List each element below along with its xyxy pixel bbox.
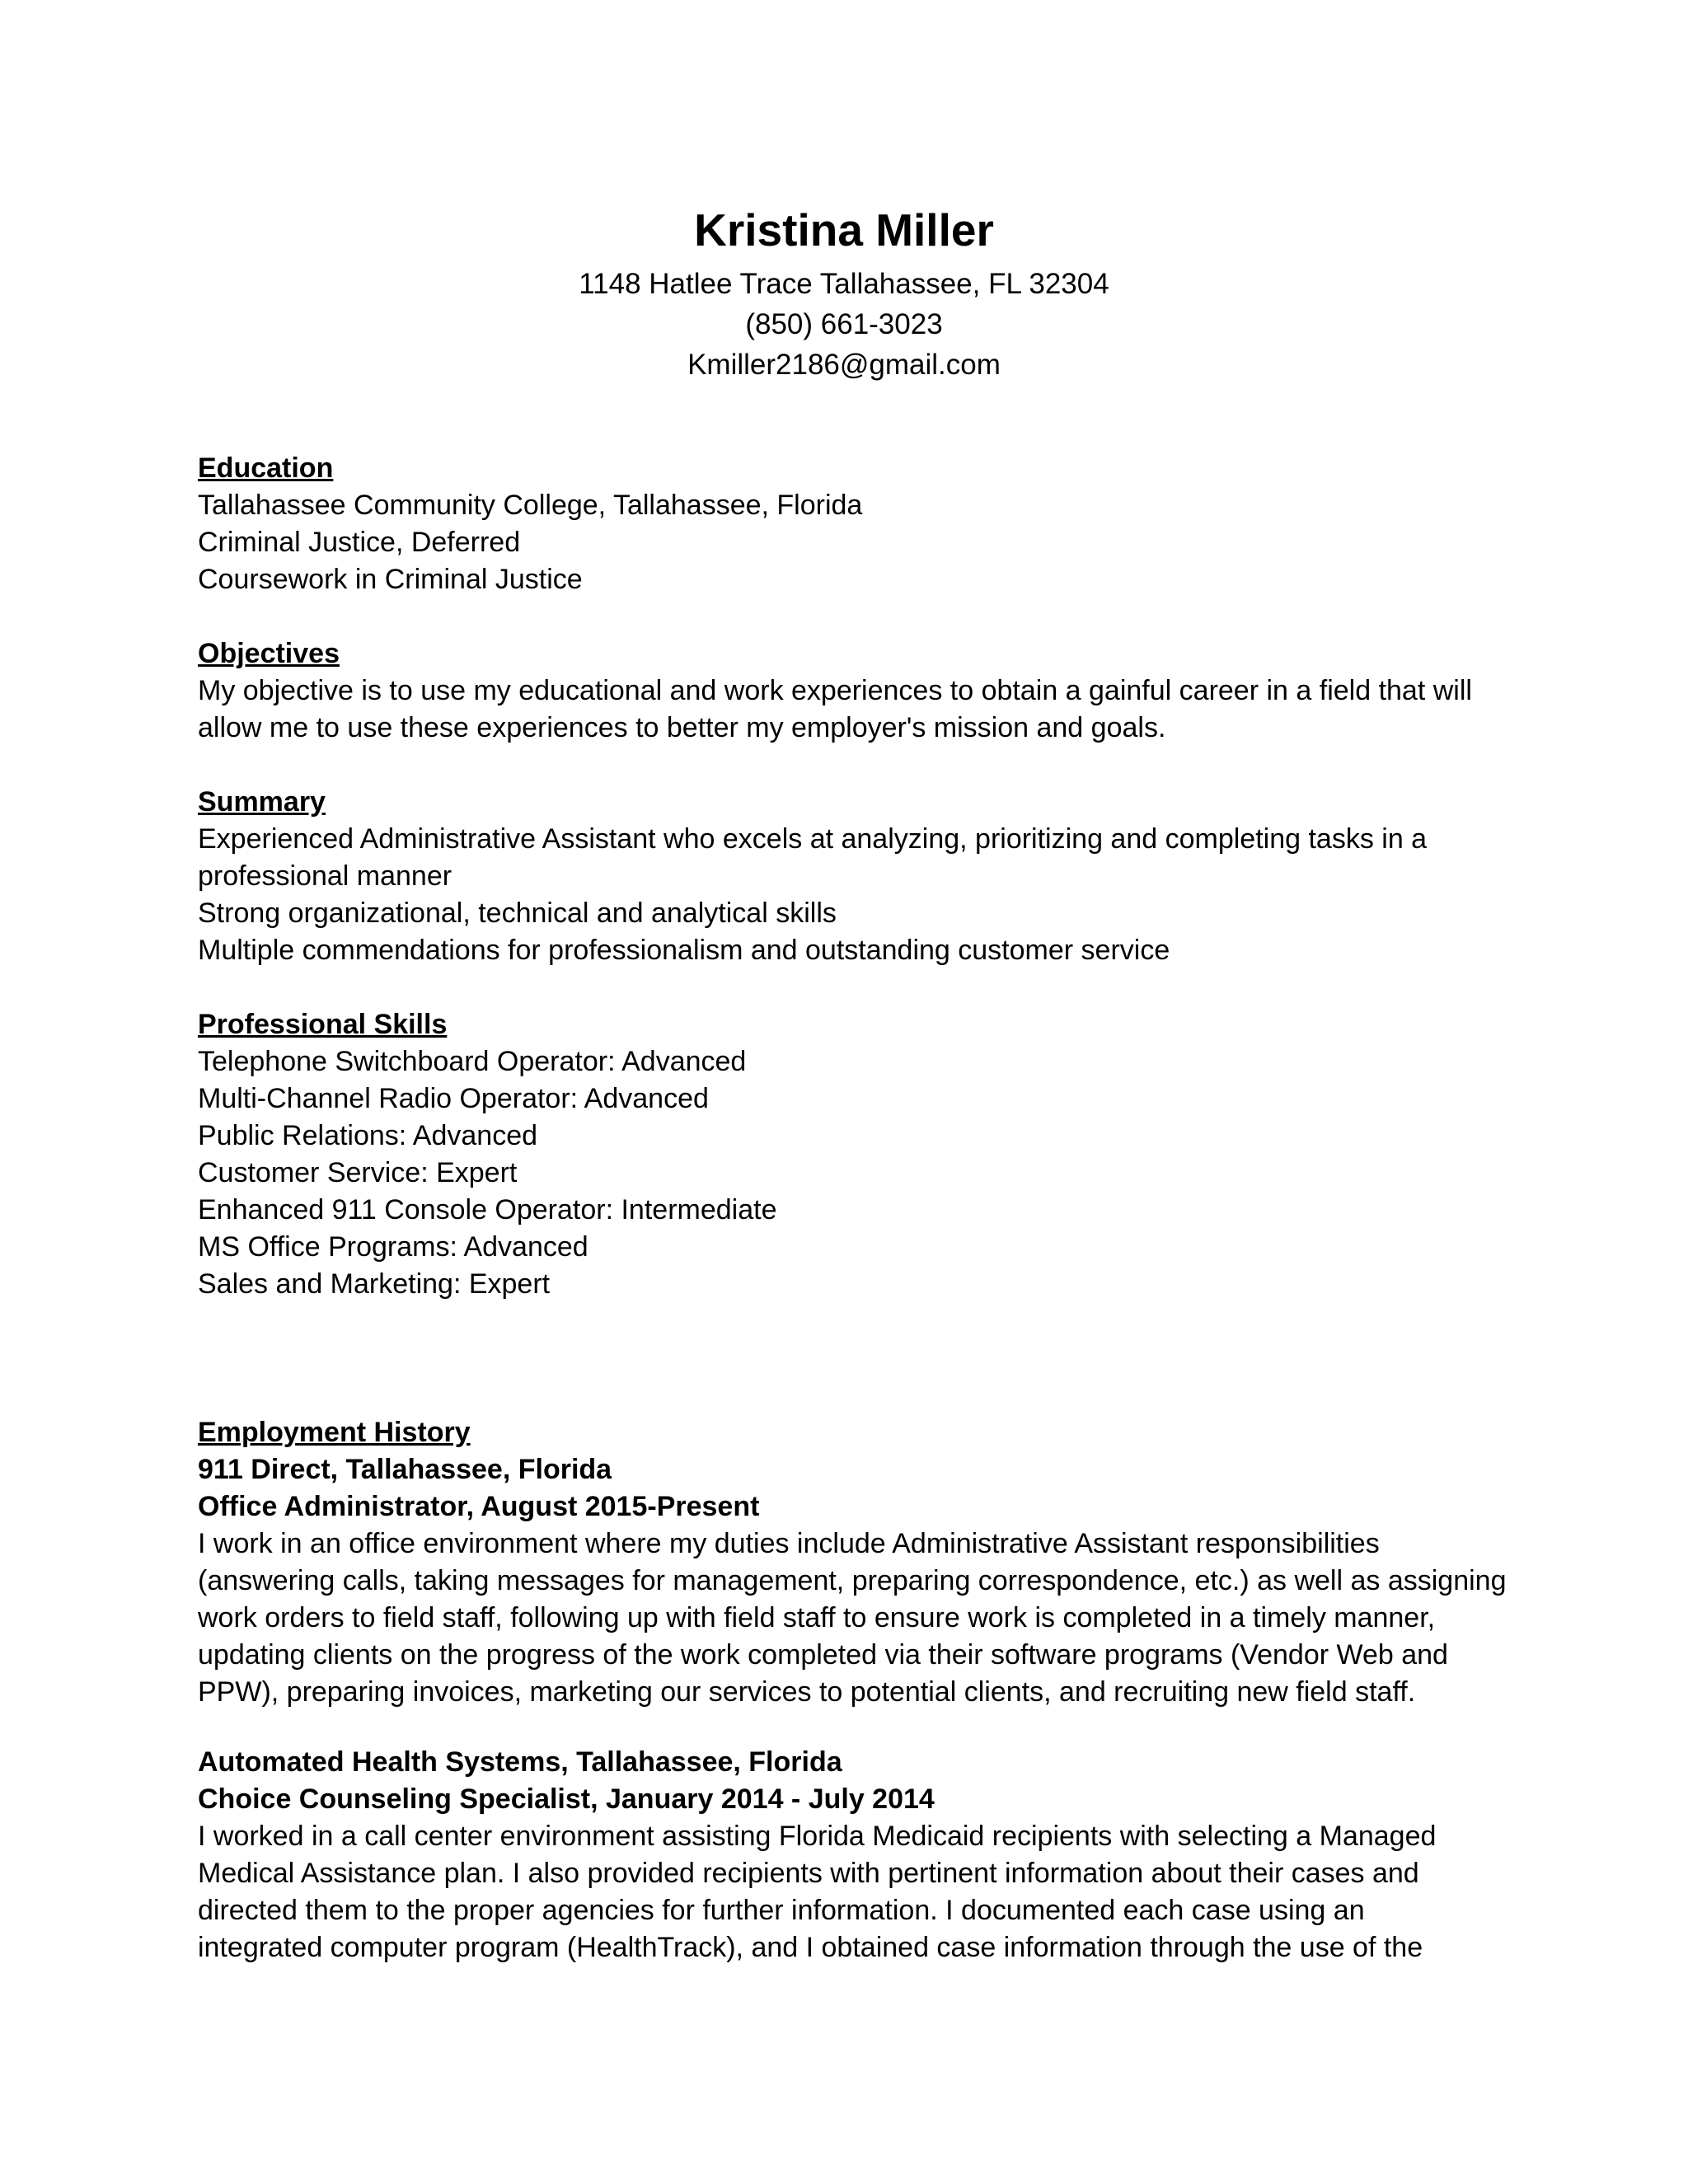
- objectives-line: My objective is to use my educational and work experiences to obtain a gainful career in a field that will: [198, 675, 1472, 706]
- resume-body: [198, 450, 1507, 2004]
- job-entry: [198, 1451, 1507, 1711]
- job-description-line: PPW), preparing invoices, marketing our services to potential clients, and recruiting new field staff.: [198, 1676, 1416, 1708]
- summary-line: Strong organizational, technical and analytical skills: [198, 898, 837, 929]
- email-address: Kmiller2186@gmail.com: [687, 349, 1001, 381]
- candidate-name: Kristina Miller: [694, 204, 994, 255]
- job-description-line: work orders to field staff, following up with field staff to ensure work is completed in a timely manner,: [198, 1602, 1436, 1633]
- section-spacer: [198, 1340, 1500, 1414]
- job-description-line: integrated computer program (HealthTrack), and I obtained case information through the use of the: [198, 1932, 1423, 1963]
- phone-number: (850) 661-3023: [745, 308, 943, 340]
- job-description-line: I work in an office environment where my duties include Administrative Assistant responsibilities: [198, 1528, 1380, 1559]
- skill-item: Enhanced 911 Console Operator: Intermediate: [198, 1194, 777, 1226]
- resume-header: [0, 196, 1688, 385]
- skill-item: Sales and Marketing: Expert: [198, 1268, 551, 1300]
- employment-section: [198, 1414, 1507, 1966]
- section-heading-objectives: Objectives: [198, 638, 340, 669]
- summary-line: professional manner: [198, 860, 452, 892]
- skill-item: MS Office Programs: Advanced: [198, 1231, 588, 1263]
- job-title: Choice Counseling Specialist, January 2014 - July 2014: [198, 1783, 935, 1815]
- section-heading-education: Education: [198, 452, 334, 484]
- job-title: Office Administrator, August 2015-Present: [198, 1491, 760, 1522]
- section-heading-skills: Professional Skills: [198, 1009, 448, 1040]
- job-description-line: updating clients on the progress of the work completed via their software programs (Vendor Web and: [198, 1639, 1448, 1671]
- job-description-line: I worked in a call center environment assisting Florida Medicaid recipients with selecting a Managed: [198, 1821, 1437, 1852]
- section-heading-employment: Employment History: [198, 1417, 471, 1448]
- summary-line: Experienced Administrative Assistant who excels at analyzing, prioritizing and completing tasks in a: [198, 823, 1428, 855]
- job-description-line: directed them to the proper agencies for further information. I documented each case using an: [198, 1895, 1365, 1926]
- objectives-line: allow me to use these experiences to better my employer's mission and goals.: [198, 712, 1166, 743]
- job-company: Automated Health Systems, Tallahassee, Florida: [198, 1746, 842, 1778]
- education-line: Tallahassee Community College, Tallahassee, Florida: [198, 490, 863, 521]
- education-section: [198, 450, 1500, 598]
- job-entry: [198, 1744, 1500, 1966]
- job-company: 911 Direct, Tallahassee, Florida: [198, 1454, 612, 1485]
- address: 1148 Hatlee Trace Tallahassee, FL 32304: [579, 268, 1109, 300]
- education-line: Criminal Justice, Deferred: [198, 527, 521, 558]
- education-line: Coursework in Criminal Justice: [198, 564, 583, 595]
- skills-section: [198, 1006, 1500, 1303]
- job-description-line: Medical Assistance plan. I also provided recipients with pertinent information about their cases and: [198, 1858, 1419, 1889]
- skill-item: Multi-Channel Radio Operator: Advanced: [198, 1083, 709, 1114]
- summary-section: [198, 784, 1500, 969]
- skill-item: Telephone Switchboard Operator: Advanced: [198, 1046, 747, 1077]
- summary-line: Multiple commendations for professionalism and outstanding customer service: [198, 935, 1170, 966]
- objectives-section: [198, 635, 1500, 747]
- skill-item: Customer Service: Expert: [198, 1157, 518, 1188]
- section-heading-summary: Summary: [198, 786, 326, 818]
- job-description-line: (answering calls, taking messages for management, preparing correspondence, etc.) as well as assigning: [198, 1565, 1507, 1596]
- skill-item: Public Relations: Advanced: [198, 1120, 538, 1151]
